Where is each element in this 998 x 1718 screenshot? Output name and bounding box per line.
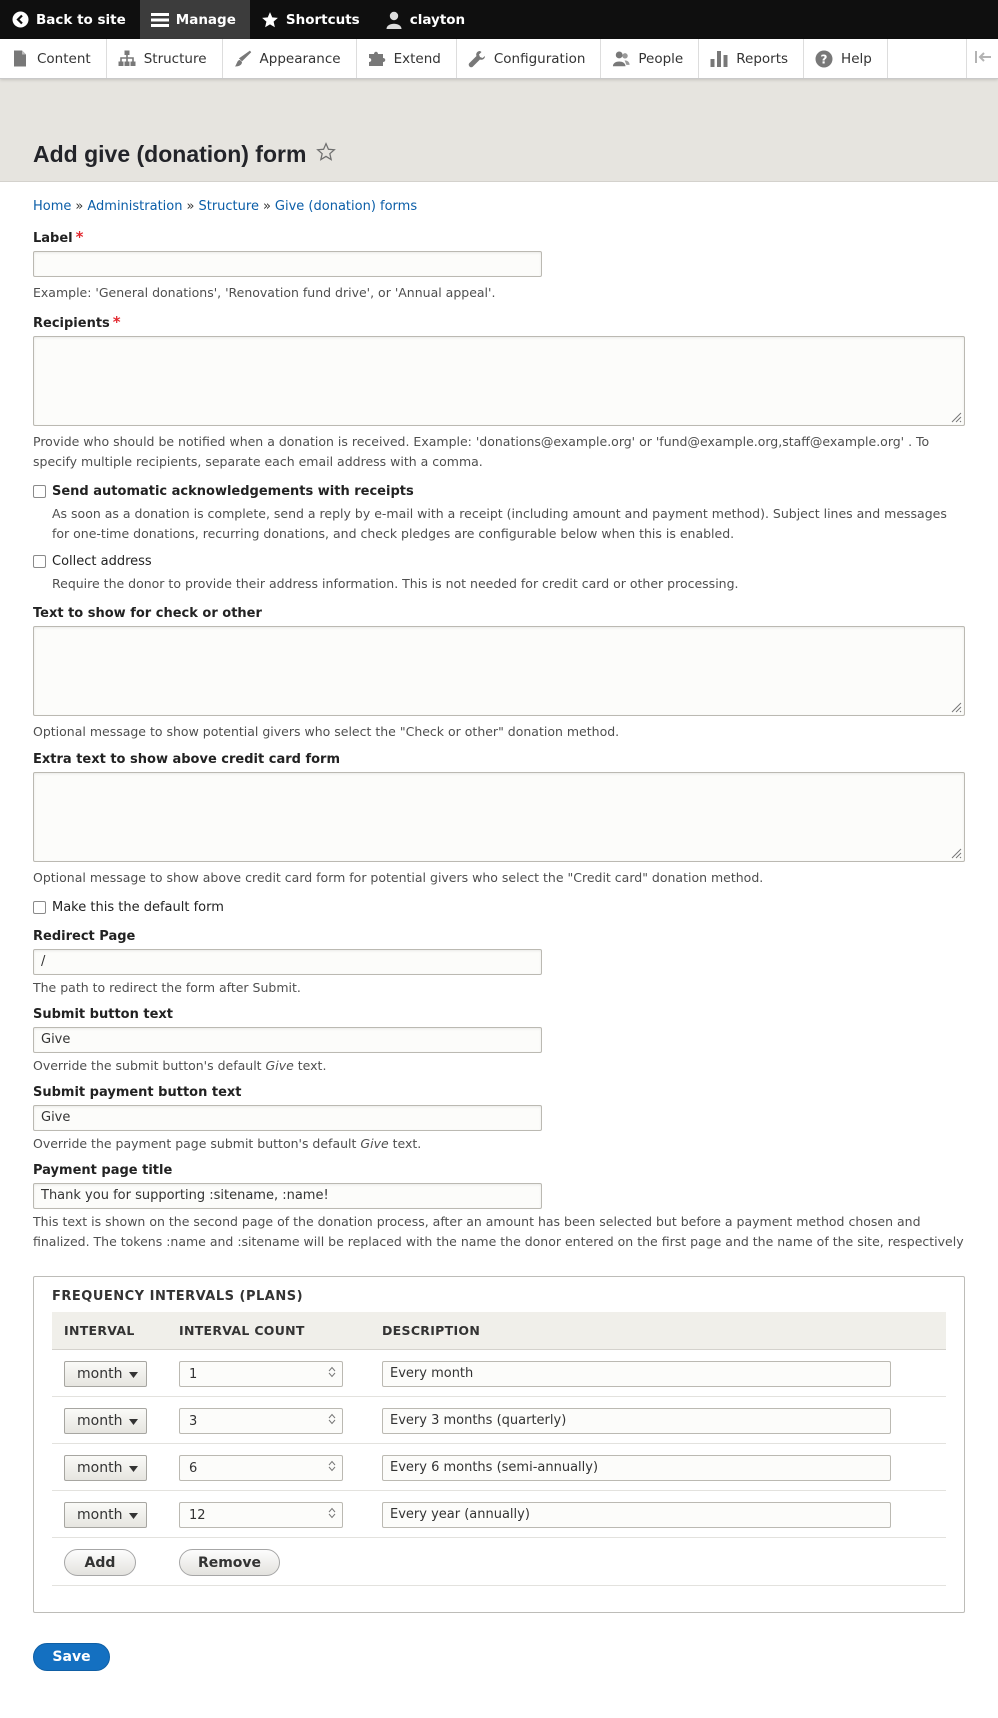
- manage-tab[interactable]: [140, 0, 250, 39]
- plan-description-input[interactable]: Every month: [382, 1361, 891, 1387]
- breadcrumb-structure[interactable]: Structure: [198, 199, 259, 214]
- interval-select-value: month: [77, 1507, 123, 1523]
- credit-text-description: Optional message to show above credit card form for potential givers who select the "Credit card" donation method.: [33, 870, 764, 885]
- interval-select-value: month: [77, 1460, 123, 1476]
- resize-grip-icon[interactable]: [950, 701, 962, 713]
- number-spinner-icon[interactable]: [328, 1413, 336, 1429]
- autoreply-label[interactable]: Send automatic acknowledgements with receipts: [52, 484, 414, 499]
- breadcrumb-separator: »: [75, 199, 84, 214]
- plan-description-input[interactable]: Every year (annually): [382, 1502, 891, 1528]
- manage-label: Manage: [175, 11, 236, 28]
- tray-item-label: Content: [37, 50, 91, 67]
- credit-text-label: Extra text to show above credit card form: [33, 752, 341, 767]
- document-icon: [11, 50, 29, 68]
- user-label: clayton: [409, 11, 466, 28]
- required-marker: *: [112, 313, 121, 331]
- interval-select[interactable]: [64, 1502, 147, 1528]
- tray-item-label: Appearance: [259, 50, 341, 67]
- recipients-field-description: Provide who should be notified when a donation is received. Example: 'donations@example.org' or 'fund@example.org,staff@example.org' . To specify multiple recipients, separate each email address with a comma.: [33, 434, 930, 469]
- page-header: [0, 79, 998, 182]
- back-to-site-label: Back to site: [36, 11, 126, 28]
- shortcuts-tab[interactable]: [250, 0, 374, 39]
- interval-count-input[interactable]: [179, 1455, 343, 1481]
- default-form-label[interactable]: Make this the default form: [52, 900, 224, 915]
- dropdown-arrow-icon: [129, 1460, 138, 1476]
- breadcrumb-separator: »: [186, 199, 195, 214]
- tray-item-structure[interactable]: [107, 39, 223, 78]
- submit-payment-text-label: Submit payment button text: [33, 1085, 242, 1100]
- interval-select[interactable]: [64, 1361, 147, 1387]
- interval-count-value: 12: [189, 1507, 206, 1523]
- payment-title-label: Payment page title: [33, 1163, 173, 1178]
- interval-count-input[interactable]: [179, 1502, 343, 1528]
- submit-text-label: Submit button text: [33, 1007, 173, 1022]
- redirect-field-item: [33, 929, 965, 998]
- payment-title-description: This text is shown on the second page of the donation process, after an amount has been selected but before a payment method chosen and finalized. The tokens :name and :sitename will be replaced with the name the donor entered on the first page and the name of the site, respectively: [33, 1214, 964, 1249]
- hamburger-icon: [151, 11, 169, 29]
- default-form-row: [33, 900, 965, 915]
- description-emphasis: Give: [265, 1058, 294, 1073]
- tray-item-appearance[interactable]: [223, 39, 357, 78]
- table-row: [52, 1444, 946, 1491]
- plans-actions-row: [52, 1538, 946, 1586]
- resize-grip-icon[interactable]: [950, 411, 962, 423]
- tray-item-label: Structure: [143, 50, 207, 67]
- check-text-description: Optional message to show potential givers who select the "Check or other" donation method.: [33, 724, 620, 739]
- interval-count-value: 6: [189, 1460, 198, 1476]
- default-form-field-item: [33, 900, 965, 915]
- autoreply-field-item: [33, 484, 965, 544]
- puzzle-icon: [368, 50, 386, 68]
- tray-item-people[interactable]: [601, 39, 699, 78]
- label-input[interactable]: [33, 251, 542, 277]
- submit-payment-text-description: [33, 1134, 965, 1154]
- people-icon: [612, 50, 630, 68]
- interval-count-value: 3: [189, 1413, 198, 1429]
- autoreply-description: As soon as a donation is complete, send a reply by e-mail with a receipt (including amount and payment method). Subject lines and messages for one-time donations, recurring donations, and check pledges are configurable below when this is enabled.: [52, 506, 947, 541]
- interval-count-input[interactable]: [179, 1408, 343, 1434]
- check-text-textarea[interactable]: [33, 626, 965, 716]
- table-row: [52, 1491, 946, 1538]
- tray-item-label: Help: [841, 50, 872, 67]
- redirect-label: Redirect Page: [33, 929, 136, 944]
- collapse-arrow-icon: [974, 50, 992, 68]
- user-icon: [385, 11, 403, 29]
- tray-item-extend[interactable]: [357, 39, 457, 78]
- dropdown-arrow-icon: [129, 1413, 138, 1429]
- plans-fieldset: [33, 1276, 965, 1613]
- plans-table: [52, 1312, 946, 1586]
- back-to-site-link[interactable]: [0, 0, 140, 39]
- tray-item-content[interactable]: [0, 39, 107, 78]
- submit-text-input[interactable]: Give: [33, 1027, 542, 1053]
- check-text-field-item: [33, 606, 965, 742]
- table-row: [52, 1397, 946, 1444]
- submit-payment-text-input[interactable]: Give: [33, 1105, 542, 1131]
- submit-text-description: [33, 1056, 965, 1076]
- label-field-label: [33, 228, 965, 246]
- interval-select[interactable]: [64, 1408, 147, 1434]
- column-header-interval: INTERVAL: [52, 1312, 167, 1350]
- admin-toolbar: [0, 0, 998, 39]
- autoreply-checkbox[interactable]: [33, 485, 46, 498]
- credit-text-textarea[interactable]: [33, 772, 965, 862]
- payment-title-input[interactable]: Thank you for supporting :sitename, :name!: [33, 1183, 542, 1209]
- tray-item-label: Reports: [736, 50, 789, 67]
- tray-item-reports[interactable]: [699, 39, 804, 78]
- main-content: [0, 199, 998, 1671]
- shortcuts-label: Shortcuts: [285, 11, 360, 28]
- collect-address-description: Require the donor to provide their address information. This is not needed for credit card or other processing.: [52, 576, 739, 591]
- add-plan-button[interactable]: Add: [64, 1549, 136, 1576]
- dropdown-arrow-icon: [129, 1507, 138, 1523]
- tray-item-configuration[interactable]: [457, 39, 602, 78]
- breadcrumb-separator: »: [262, 199, 271, 214]
- description-text: text.: [293, 1058, 327, 1073]
- tray-item-label: Configuration: [493, 50, 586, 67]
- breadcrumb-administration[interactable]: Administration: [87, 199, 183, 214]
- number-spinner-icon[interactable]: [328, 1460, 336, 1476]
- recipients-field-item: [33, 313, 965, 472]
- column-header-interval-count: INTERVAL COUNT: [167, 1312, 370, 1350]
- page-title-text: Add give (donation) form: [33, 141, 307, 167]
- payment-title-field-item: [33, 1163, 965, 1252]
- breadcrumb-give-forms[interactable]: Give (donation) forms: [274, 199, 418, 214]
- shortcut-star-icon[interactable]: [316, 141, 336, 168]
- resize-grip-icon[interactable]: [950, 847, 962, 859]
- description-text: text.: [388, 1136, 422, 1151]
- submit-text-field-item: [33, 1007, 965, 1076]
- description-text: Override the payment page submit button's default: [33, 1136, 361, 1151]
- collect-address-checkbox[interactable]: [33, 555, 46, 568]
- save-button[interactable]: Save: [33, 1643, 110, 1671]
- description-text: Override the submit button's default: [33, 1058, 266, 1073]
- table-row: [52, 1350, 946, 1397]
- tray-item-label: Extend: [393, 50, 441, 67]
- interval-count-input[interactable]: [179, 1361, 343, 1387]
- back-arrow-icon: [11, 11, 29, 29]
- credit-text-field-item: [33, 752, 965, 888]
- breadcrumb-home[interactable]: Home: [33, 199, 72, 214]
- submit-payment-text-field-item: [33, 1085, 965, 1154]
- wrench-icon: [468, 50, 486, 68]
- sitemap-icon: [118, 50, 136, 68]
- tray-item-help[interactable]: [804, 39, 888, 78]
- plan-description-input[interactable]: Every 6 months (semi-annually): [382, 1455, 891, 1481]
- check-text-label: Text to show for check or other: [33, 606, 262, 621]
- label-field-description: Example: 'General donations', 'Renovation fund drive', or 'Annual appeal'.: [33, 285, 496, 300]
- collect-address-row: [33, 554, 965, 569]
- required-marker: *: [75, 228, 84, 246]
- plan-description-input[interactable]: Every 3 months (quarterly): [382, 1408, 891, 1434]
- remove-plan-button[interactable]: Remove: [179, 1549, 280, 1576]
- user-tab[interactable]: [374, 0, 479, 39]
- breadcrumb: [33, 199, 965, 214]
- interval-select[interactable]: [64, 1455, 147, 1481]
- tray-orientation-toggle[interactable]: [966, 39, 998, 78]
- admin-tray: [0, 39, 998, 79]
- star-icon: [261, 11, 279, 29]
- label-field-title: Label: [33, 231, 73, 246]
- default-form-checkbox[interactable]: [33, 901, 46, 914]
- bar-chart-icon: [710, 50, 728, 68]
- page-title: [33, 141, 336, 168]
- brush-icon: [234, 50, 252, 68]
- redirect-description: The path to redirect the form after Submit.: [33, 980, 301, 995]
- collect-address-label[interactable]: Collect address: [52, 554, 152, 569]
- tray-item-label: People: [638, 50, 684, 67]
- interval-select-value: month: [77, 1413, 123, 1429]
- collect-address-field-item: [33, 554, 965, 594]
- label-field-item: [33, 228, 965, 303]
- help-icon: [815, 50, 833, 68]
- number-spinner-icon[interactable]: [328, 1507, 336, 1523]
- number-spinner-icon[interactable]: [328, 1366, 336, 1382]
- recipients-textarea[interactable]: [33, 336, 965, 426]
- interval-count-value: 1: [189, 1366, 198, 1382]
- plans-header-row: [52, 1312, 946, 1350]
- plans-legend: FREQUENCY INTERVALS (PLANS): [52, 1289, 304, 1304]
- dropdown-arrow-icon: [129, 1366, 138, 1382]
- recipients-field-label: [33, 313, 965, 331]
- column-header-description: DESCRIPTION: [370, 1312, 946, 1350]
- autoreply-row: [33, 484, 965, 499]
- redirect-input[interactable]: /: [33, 949, 542, 975]
- description-emphasis: Give: [360, 1136, 389, 1151]
- recipients-field-title: Recipients: [33, 316, 110, 331]
- svg-text:?: ?: [820, 52, 828, 66]
- interval-select-value: month: [77, 1366, 123, 1382]
